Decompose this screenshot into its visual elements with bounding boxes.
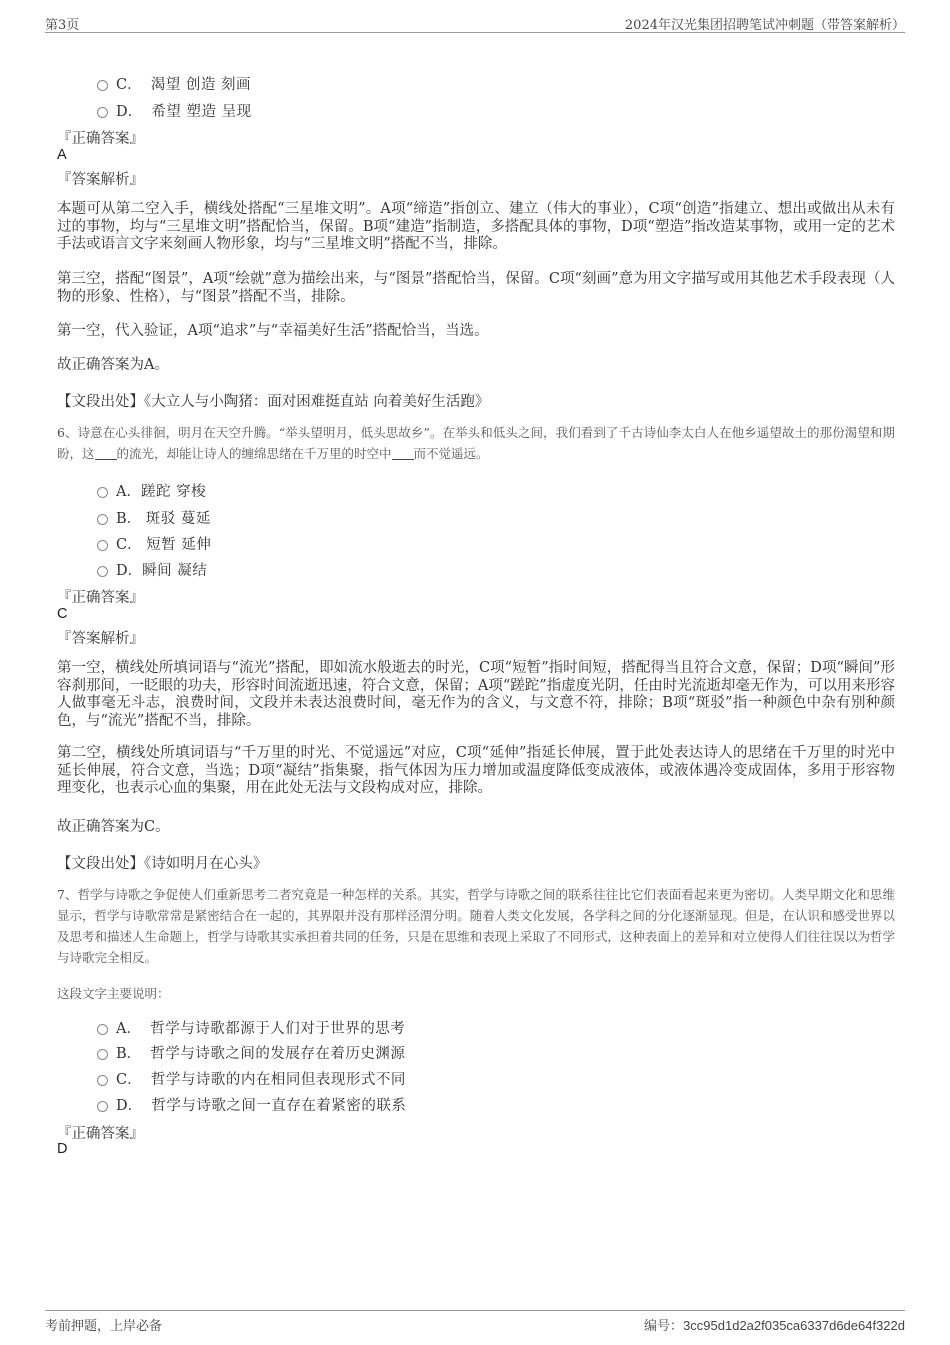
footer-slogan: 考前押题，上岸必备	[45, 1319, 163, 1334]
fill-blank	[95, 447, 117, 460]
q6-option-a[interactable]: A．蹉跎 穿梭	[97, 480, 206, 501]
q6-answer-tag: 『正确答案』	[57, 590, 144, 606]
q5-answer: A	[57, 147, 67, 163]
radio-icon[interactable]	[97, 540, 108, 551]
radio-icon[interactable]	[97, 487, 108, 498]
document-code: 编号：3cc95d1d2a2f035ca6337d6de64f322d	[644, 1318, 905, 1334]
radio-icon[interactable]	[97, 1075, 108, 1086]
q7-option-a[interactable]: A． 哲学与诗歌都源于人们对于世界的思考	[97, 1017, 405, 1038]
page-footer	[45, 1310, 905, 1335]
radio-icon[interactable]	[97, 566, 108, 577]
q7-option-c[interactable]: C． 哲学与诗歌的内在相同但表现形式不同	[97, 1068, 406, 1089]
page-number: 第3页	[45, 18, 80, 33]
radio-icon[interactable]	[97, 1024, 108, 1035]
q7-option-b[interactable]: B． 哲学与诗歌之间的发展存在着历史渊源	[97, 1042, 405, 1063]
q6-analysis-tag: 『答案解析』	[57, 631, 144, 647]
q5-option-c[interactable]: C． 渴望 创造 刻画	[97, 73, 251, 94]
q6-source: 【文段出处】《诗如明月在心头》	[57, 856, 268, 872]
q5-analysis-para-2: 第三空，搭配“图景”，A项“绘就”意为描绘出来，与“图景”搭配恰当，保留。C项“刻画”意为用文字描写或用其他艺术手段表现（人物的形象、性格），与“图景”搭配不当，排除。	[57, 271, 895, 305]
document-title: 2024年汉光集团招聘笔试冲刺题（带答案解析）	[624, 18, 905, 33]
q6-option-c[interactable]: C． 短暂 延伸	[97, 533, 211, 554]
q7-stem: 这段文字主要说明：	[57, 986, 170, 1001]
q5-analysis-tag: 『答案解析』	[57, 172, 144, 188]
q6-question: 6、诗意在心头徘徊，明月在天空升腾。“举头望明月，低头思故乡”。在举头和低头之间，我们看到了千古诗仙李太白人在他乡遥望故土的那份渴望和期盼，这 的流光，却能让诗人的缠绵思绪在千万里的时空中 而不觉遥远。	[57, 425, 895, 461]
q6-analysis-para-1: 第一空，横线处所填词语与“流光”搭配，即如流水般逝去的时光，C项“短暂”指时间短，搭配得当且符合文意，保留；D项“瞬间”形容刹那间，一眨眼的功夫，形容时间流逝迅速，符合文意，保留；A项“蹉跎”指虚度光阴，任由时光流逝却毫无作为，可以用来形容人做事毫无斗志，浪费时间，文段并未表达浪费时间，毫无作为的含义，与文意不符，排除；B项“斑驳”指一种颜色中杂有别种颜色，与“流光”搭配不当，排除。	[57, 660, 895, 729]
q7-answer: D	[57, 1141, 68, 1157]
q6-option-b[interactable]: B． 斑驳 蔓延	[97, 507, 211, 528]
q5-analysis-para-1: 本题可从第二空入手，横线处搭配“三星堆文明”。A项“缔造”指创立、建立（伟大的事业），C项“创造”指建立、想出或做出从未有过的事物，均与“三星堆文明”搭配恰当，保留。B项“建造”指制造，多搭配具体的事物，D项“塑造”指改造某事物，或用一定的艺术手法或语言文字来刻画人物形象，均与“三星堆文明”搭配不当，排除。	[57, 201, 895, 252]
q5-analysis-para-3: 第一空，代入验证，A项“追求”与“幸福美好生活”搭配恰当，当选。	[57, 323, 489, 339]
q7-question: 7、哲学与诗歌之争促使人们重新思考二者究竟是一种怎样的关系。其实，哲学与诗歌之间的联系往往比它们表面看起来更为密切。人类早期文化和思维显示，哲学与诗歌常常是紧密结合在一起的，其界限并没有那样泾渭分明。随着人类文化发展，各学科之间的分化逐渐显现。但是，在认识和感受世界以及思考和描述人生命题上，哲学与诗歌其实承担着共同的任务，只是在思维和表现上采取了不同形式，这种表面上的差异和对立使得人们往往误以为哲学与诗歌完全相反。	[57, 887, 895, 965]
q6-answer: C	[57, 606, 68, 622]
q7-answer-tag: 『正确答案』	[57, 1126, 144, 1142]
q6-analysis-para-3: 故正确答案为C。	[57, 819, 170, 835]
radio-icon[interactable]	[97, 514, 108, 525]
radio-icon[interactable]	[97, 107, 108, 118]
page-header	[45, 12, 905, 33]
radio-icon[interactable]	[97, 1049, 108, 1060]
q5-answer-tag: 『正确答案』	[57, 131, 144, 147]
radio-icon[interactable]	[97, 80, 108, 91]
q6-analysis-para-2: 第二空，横线处所填词语与“千万里的时光、不觉遥远”对应，C项“延伸”指延长伸展，置于此处表达诗人的思绪在千万里的时光中延长伸展，符合文意，当选；D项“凝结”指集聚，指气体因为压力增加或温度降低变成液体，或液体遇冷变成固体，多用于形容物理变化，也表示心血的集聚，用在此处无法与文段构成对应，排除。	[57, 745, 895, 796]
fill-blank	[392, 447, 414, 460]
radio-icon[interactable]	[97, 1101, 108, 1112]
q6-option-d[interactable]: D．瞬间 凝结	[97, 559, 207, 580]
q7-option-d[interactable]: D． 哲学与诗歌之间一直存在着紧密的联系	[97, 1094, 406, 1115]
q5-option-d[interactable]: D． 希望 塑造 呈现	[97, 100, 252, 121]
q5-source: 【文段出处】《大立人与小陶猪：面对困难挺直站 向着美好生活跑》	[57, 394, 490, 410]
q5-analysis-para-4: 故正确答案为A。	[57, 357, 169, 373]
